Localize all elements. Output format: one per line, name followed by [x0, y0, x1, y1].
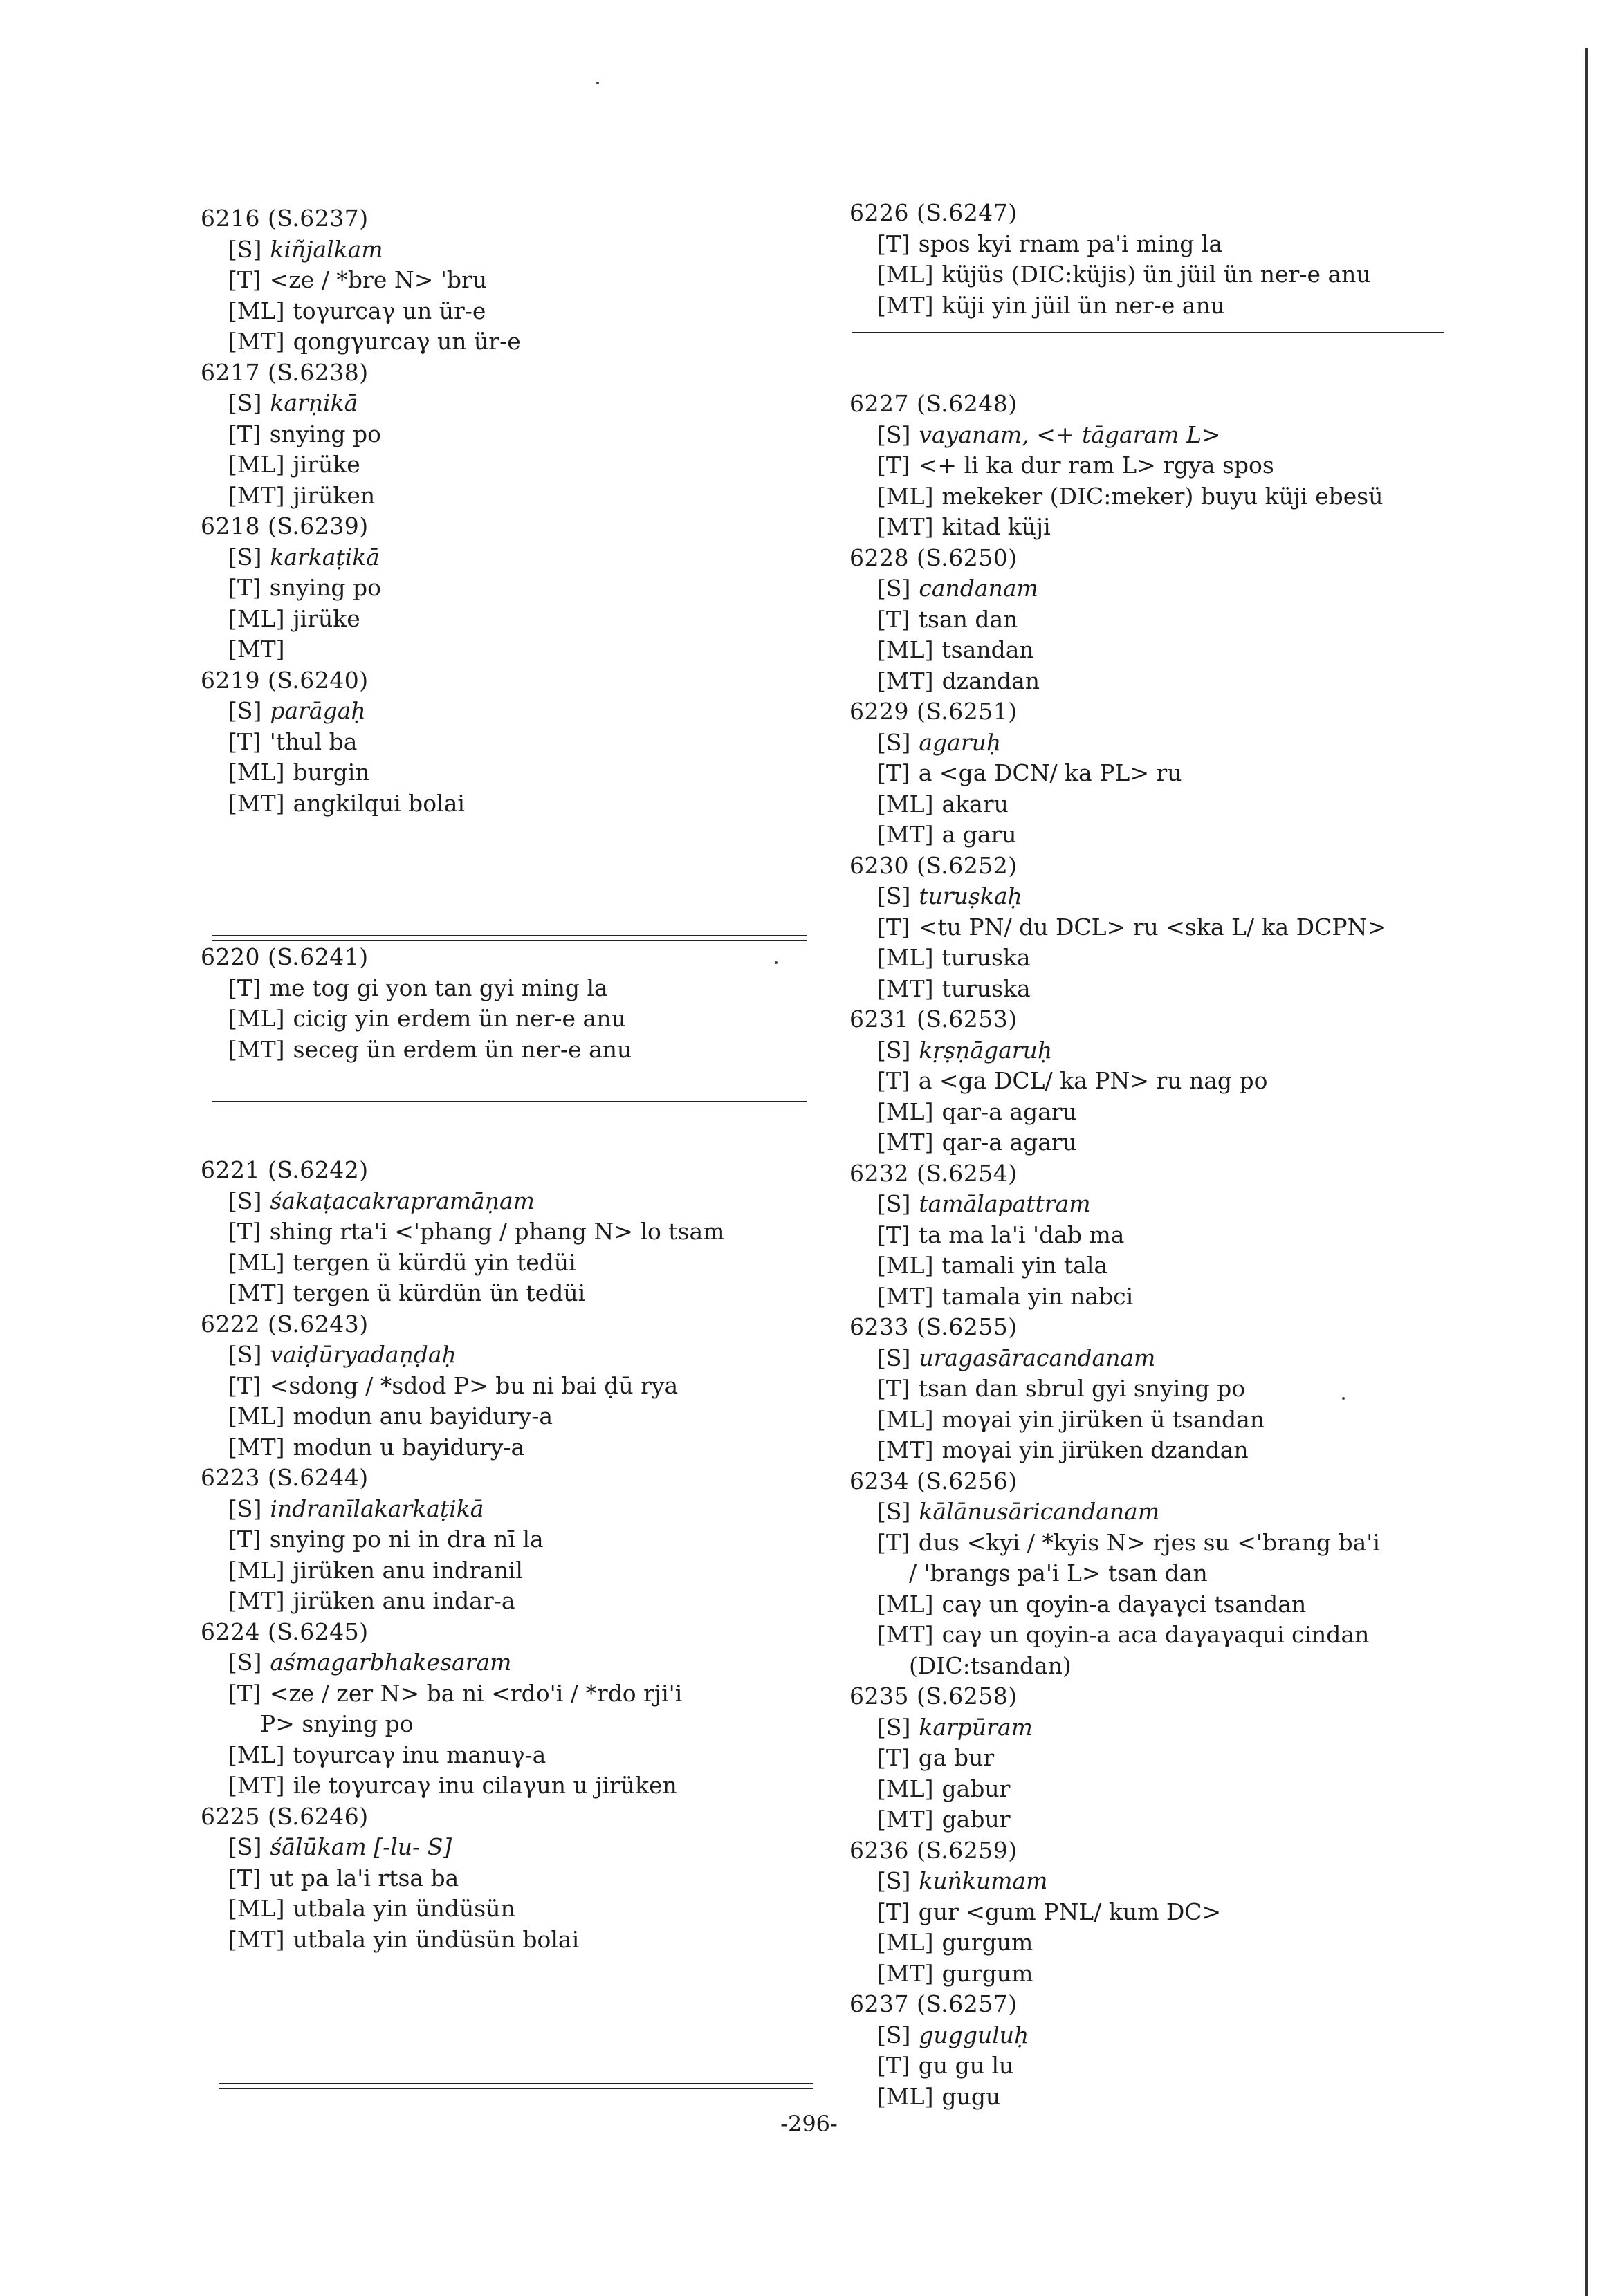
field-tag: [S]	[228, 1187, 262, 1214]
entry-line-mt	[201, 1586, 823, 1617]
field-tag: [MT]	[228, 328, 285, 355]
sanskrit-term: vaiḍūryadaṇḍaḥ	[270, 1341, 457, 1368]
entry-text: tamali yin tala	[941, 1252, 1108, 1279]
field-tag: [MT]	[877, 1621, 934, 1648]
entry-number: 6229 (S.6251)	[849, 698, 1018, 725]
field-tag: [T]	[877, 1898, 910, 1925]
field-tag: [T]	[877, 759, 910, 786]
field-tag: [MT]	[877, 513, 934, 540]
sanskrit-term: karpūram	[919, 1713, 1033, 1741]
entry-line-mt	[849, 820, 1486, 851]
entry-line-s	[849, 1343, 1486, 1374]
entry-number: 6233 (S.6255)	[849, 1313, 1018, 1340]
entry-text: 'thul ba	[269, 728, 358, 755]
field-tag: [T]	[877, 230, 910, 257]
field-tag: [ML]	[877, 1775, 934, 1802]
entry-text: tamala yin nabci	[941, 1282, 1134, 1310]
entry-text: utbala yin ündüsün	[293, 1895, 515, 1922]
entry-number: 6232 (S.6254)	[849, 1159, 1018, 1187]
entry-line-t	[849, 604, 1486, 636]
entry-line-ml	[849, 789, 1486, 820]
entry-line-s	[849, 1497, 1486, 1528]
field-tag: [T]	[228, 1371, 261, 1399]
entry-text: ut pa la'i rtsa ba	[269, 1864, 459, 1891]
entry-line-s	[849, 1712, 1486, 1743]
field-tag: [S]	[877, 1867, 911, 1894]
entry-line-s	[201, 1340, 823, 1371]
entry-line-ml	[849, 1250, 1486, 1281]
entry-line-t	[201, 573, 823, 604]
entry-line-s	[201, 1494, 823, 1525]
field-tag: [S]	[877, 1344, 911, 1371]
entry-line-mt	[201, 634, 823, 665]
field-tag: [S]	[228, 1649, 262, 1676]
field-tag: [T]	[228, 1218, 261, 1245]
sanskrit-term: gugguluḥ	[919, 2021, 1029, 2048]
entry-line-s	[849, 1189, 1486, 1220]
entry-line-t	[201, 1863, 823, 1894]
entry-text: qar-a agaru	[941, 1098, 1077, 1125]
entry-line-ml	[849, 1927, 1486, 1959]
entry-number: 6237 (S.6257)	[849, 1990, 1018, 2017]
entry-text: <sdong / *sdod P> bu ni bai ḍū rya	[269, 1371, 679, 1399]
field-tag: [MT]	[228, 636, 285, 663]
entry-line-s	[201, 234, 823, 266]
entry-line-mt	[201, 481, 823, 512]
field-tag: [S]	[877, 882, 911, 909]
section-rule	[852, 332, 1444, 333]
entry-block	[201, 203, 823, 819]
entry-line-t	[201, 419, 823, 450]
entry-line-mt	[201, 326, 823, 358]
sanskrit-term: kālānusāricandanam	[919, 1498, 1160, 1525]
entry-number: 6223 (S.6244)	[201, 1464, 369, 1491]
entry-line-t	[201, 727, 823, 758]
sanskrit-term: kiñjalkam	[270, 235, 383, 263]
field-tag: [S]	[877, 1498, 911, 1525]
entry-text: tergen ü kürdü yin tedüi	[293, 1248, 576, 1276]
double-rule	[212, 935, 807, 941]
entry-line-t	[849, 1528, 1486, 1559]
entry-line-ml	[201, 450, 823, 481]
field-tag: [MT]	[877, 1806, 934, 1833]
entry-text: gugu	[941, 2082, 1001, 2110]
field-tag: [S]	[228, 389, 262, 416]
entry-line-ml	[201, 1740, 823, 1771]
entry-line-mt	[849, 1620, 1486, 1651]
field-tag: [S]	[877, 1190, 911, 1217]
entry-line-t	[201, 1678, 823, 1710]
entry-text: burgin	[293, 759, 370, 786]
entry-text: moγai yin jirüken ü tsandan	[941, 1405, 1265, 1433]
entry-number: 6219 (S.6240)	[201, 666, 369, 694]
entry-text: toγurcaγ inu manuγ-a	[293, 1741, 546, 1768]
section-rule	[212, 1101, 807, 1102]
entry-line-t	[849, 758, 1486, 789]
entry-number: 6220 (S.6241)	[201, 943, 369, 970]
entry-text: snying po	[269, 574, 382, 601]
entry-number: 6234 (S.6256)	[849, 1467, 1018, 1494]
entry-line-t	[201, 1216, 823, 1248]
entry-text: akaru	[941, 790, 1009, 817]
entry-line-t	[849, 2050, 1486, 2082]
field-tag: [ML]	[228, 451, 285, 478]
field-tag: [ML]	[877, 261, 934, 288]
sanskrit-term: śālūkam [-lu- S]	[270, 1833, 452, 1860]
entry-line-s	[849, 420, 1486, 451]
entry-text: toγurcaγ un ür-e	[293, 297, 486, 324]
entry-line-t	[849, 1066, 1486, 1097]
entry-line-mt	[201, 1432, 823, 1463]
field-tag: [ML]	[877, 1405, 934, 1433]
entry-text: tergen ü kürdün ün tedüi	[293, 1279, 586, 1306]
sanskrit-term: kuṅkumam	[919, 1867, 1048, 1894]
sanskrit-term: kṛṣṇāgaruḥ	[919, 1036, 1053, 1064]
scan-speck	[1342, 1397, 1345, 1400]
entry-line-s	[201, 1186, 823, 1217]
entry-line-t	[849, 1373, 1486, 1405]
entry-text: modun u bayidury-a	[293, 1433, 525, 1461]
entry-line-s	[201, 542, 823, 573]
entry-text: gabur	[941, 1775, 1011, 1802]
entry-line-s	[849, 728, 1486, 759]
entry-line-s	[201, 388, 823, 419]
field-tag: [MT]	[228, 481, 285, 509]
entry-text: me tog gi yon tan gyi ming la	[269, 974, 608, 1001]
field-tag: [MT]	[877, 1436, 934, 1463]
entry-number: 6227 (S.6248)	[849, 390, 1018, 417]
entry-line-t	[201, 1371, 823, 1402]
field-tag: [MT]	[228, 1587, 285, 1614]
field-tag: [T]	[877, 2052, 910, 2079]
entry-block	[849, 389, 1486, 2112]
entry-line-ml	[201, 1555, 823, 1586]
entry-line-ml	[849, 635, 1486, 666]
entry-text: jirüke	[293, 451, 360, 478]
field-tag: [S]	[228, 1833, 262, 1860]
entry-line-mt	[201, 1770, 823, 1802]
field-tag: [ML]	[228, 759, 285, 786]
entry-text: <ze / *bre N> 'bru	[269, 266, 488, 293]
field-tag: [MT]	[877, 974, 934, 1002]
entry-line-ml	[201, 1401, 823, 1432]
entry-text: spos kyi rnam pa'i ming la	[918, 230, 1223, 257]
entry-text: küji yin jüil ün ner-e anu	[941, 291, 1226, 319]
field-tag: [MT]	[228, 789, 285, 817]
entry-text: ta ma la'i 'dab ma	[918, 1221, 1125, 1248]
field-tag: [S]	[877, 575, 911, 602]
field-tag: [S]	[877, 1713, 911, 1741]
field-tag: [MT]	[877, 1959, 934, 1987]
field-tag: [ML]	[228, 297, 285, 324]
sanskrit-term: indranīlakarkaṭikā	[270, 1494, 484, 1522]
entry-line-mt	[849, 1804, 1486, 1835]
entry-text: gabur	[941, 1806, 1011, 1833]
field-tag: [MT]	[877, 821, 934, 848]
entry-line-s	[849, 573, 1486, 604]
field-tag: [S]	[228, 1341, 262, 1368]
entry-line-mt	[849, 1435, 1486, 1466]
entry-text: jirüken anu indranil	[293, 1556, 523, 1584]
entry-line-ml	[849, 2082, 1486, 2113]
entry-line-t	[201, 1524, 823, 1555]
field-tag: [S]	[877, 2021, 911, 2048]
margin-line	[1585, 48, 1588, 2296]
entry-number: 6221 (S.6242)	[201, 1156, 369, 1183]
scan-speck	[775, 961, 778, 964]
field-tag: [T]	[228, 574, 261, 601]
entry-text: gurgum	[941, 1929, 1033, 1956]
entry-line-mt	[201, 788, 823, 820]
entry-text: caγ un qoyin-a aca daγaγaqui cindan	[941, 1621, 1370, 1648]
sanskrit-term: karṇikā	[270, 389, 358, 416]
entry-text: dzandan	[941, 667, 1040, 694]
entry-number: 6217 (S.6238)	[201, 358, 369, 386]
entry-block	[849, 198, 1486, 321]
entry-text: jirüken	[293, 481, 376, 509]
entry-line-mt	[849, 1959, 1486, 1990]
entry-text: snying po	[269, 420, 382, 447]
sanskrit-term: parāgaḥ	[270, 697, 366, 724]
entry-line-t	[849, 912, 1486, 943]
entry-line-ml	[849, 481, 1486, 512]
entry-text: seceg ün erdem ün ner-e anu	[293, 1035, 632, 1063]
field-tag: [S]	[228, 1494, 262, 1522]
entry-text: qar-a agaru	[941, 1129, 1077, 1156]
field-tag: [MT]	[877, 667, 934, 694]
entry-text: modun anu bayidury-a	[293, 1402, 553, 1429]
field-tag: [MT]	[877, 291, 934, 319]
entry-text: utbala yin ündüsün bolai	[293, 1925, 580, 1953]
field-tag: [T]	[228, 974, 261, 1001]
entry-number: 6226 (S.6247)	[849, 199, 1018, 226]
entry-number: 6224 (S.6245)	[201, 1618, 369, 1645]
field-tag: [S]	[877, 728, 911, 756]
field-tag: [T]	[877, 1221, 910, 1248]
scan-speck	[596, 82, 599, 84]
entry-line-ml	[201, 604, 823, 635]
entry-number: 6218 (S.6239)	[201, 512, 369, 539]
left-column	[201, 203, 823, 1955]
entry-text: gu gu lu	[918, 2052, 1014, 2079]
field-tag: [ML]	[877, 636, 934, 663]
entry-text: <ze / zer N> ba ni <rdo'i / *rdo rji'i	[269, 1679, 683, 1707]
entry-line-mt	[849, 512, 1486, 543]
field-tag: [S]	[228, 235, 262, 263]
entry-text: ile toγurcaγ inu cilaγun u jirüken	[293, 1772, 677, 1799]
entry-text: dus <kyi / *kyis N> rjes su <'brang ba'i	[918, 1528, 1380, 1556]
field-tag: [ML]	[228, 1248, 285, 1276]
entry-text: a garu	[941, 821, 1017, 848]
entry-text: a <ga DCN/ ka PL> ru	[918, 759, 1182, 786]
field-tag: [MT]	[228, 1279, 285, 1306]
field-tag: [S]	[877, 1036, 911, 1064]
entry-line-mt	[201, 1278, 823, 1309]
entry-line-t	[201, 973, 823, 1004]
entry-line-t	[849, 1897, 1486, 1928]
entry-number: 6230 (S.6252)	[849, 851, 1018, 879]
field-tag: [T]	[228, 728, 261, 755]
field-tag: [T]	[877, 452, 910, 479]
entry-line-ml	[201, 757, 823, 788]
field-tag: [ML]	[228, 1402, 285, 1429]
entry-line-t	[849, 229, 1486, 260]
entry-text: a <ga DCL/ ka PN> ru nag po	[918, 1067, 1268, 1094]
entry-text: tsandan	[941, 636, 1034, 663]
field-tag: [T]	[228, 420, 261, 447]
field-tag: [ML]	[877, 1252, 934, 1279]
entry-line-mt	[849, 974, 1486, 1005]
field-tag: [MT]	[877, 1282, 934, 1310]
entry-continuation: P> snying po	[260, 1710, 414, 1737]
sanskrit-term: turuṣkaḥ	[919, 882, 1022, 909]
entry-text: turuska	[941, 944, 1031, 971]
entry-line-mt	[201, 1925, 823, 1956]
entry-text: caγ un qoyin-a daγaγci tsandan	[941, 1590, 1307, 1618]
entry-text: <+ li ka dur ram L> rgya spos	[918, 452, 1274, 479]
field-tag: [ML]	[228, 1005, 285, 1032]
entry-line-ml	[201, 1894, 823, 1925]
field-tag: [T]	[228, 1864, 261, 1891]
entry-line-mt	[849, 666, 1486, 697]
sanskrit-term: agaruḥ	[919, 728, 1002, 756]
entry-line-ml	[201, 1248, 823, 1279]
page-number: -296-	[780, 2111, 838, 2137]
field-tag: [ML]	[877, 482, 934, 510]
entry-number: 6236 (S.6259)	[849, 1836, 1018, 1864]
entry-text: gur <gum PNL/ kum DC>	[918, 1898, 1222, 1925]
entry-text: tsan dan sbrul gyi snying po	[918, 1375, 1246, 1402]
field-tag: [MT]	[228, 1035, 285, 1063]
entry-text: tsan dan	[918, 605, 1018, 633]
entry-block	[201, 942, 823, 1065]
entry-line-mt	[849, 290, 1486, 322]
entry-text: kitad küji	[941, 513, 1051, 540]
entry-number: 6222 (S.6243)	[201, 1310, 369, 1337]
entry-line-s	[849, 2020, 1486, 2051]
entry-block	[201, 1155, 823, 1955]
entry-text: qongγurcaγ un ür-e	[293, 328, 521, 355]
entry-number: 6228 (S.6250)	[849, 544, 1018, 571]
entry-line-s	[849, 881, 1486, 912]
entry-number: 6231 (S.6253)	[849, 1006, 1018, 1033]
entry-text: moγai yin jirüken dzandan	[941, 1436, 1249, 1463]
field-tag: [MT]	[228, 1925, 285, 1953]
entry-line-t	[849, 1743, 1486, 1774]
sanskrit-term: śakaṭacakrapramāṇam	[270, 1187, 535, 1214]
field-tag: [T]	[877, 1528, 910, 1556]
field-tag: [T]	[877, 1375, 910, 1402]
field-tag: [S]	[877, 420, 911, 448]
sanskrit-term: tamālapattram	[919, 1190, 1091, 1217]
field-tag: [T]	[877, 1067, 910, 1094]
entry-line-mt	[201, 1035, 823, 1066]
entry-line-mt	[849, 1281, 1486, 1313]
field-tag: [ML]	[877, 944, 934, 971]
entry-line-mt	[849, 1127, 1486, 1158]
entry-line-ml	[849, 943, 1486, 974]
sanskrit-term: karkaṭikā	[270, 543, 380, 571]
entry-line-s	[201, 1832, 823, 1863]
entry-text: turuska	[941, 974, 1031, 1002]
entry-line-s	[849, 1035, 1486, 1066]
double-rule	[219, 2083, 813, 2089]
field-tag: [ML]	[877, 1590, 934, 1618]
sanskrit-term: uragasāracandanam	[919, 1344, 1156, 1371]
field-tag: [T]	[228, 1679, 261, 1707]
entry-line-ml	[849, 1097, 1486, 1128]
entry-text: jirüken anu indar-a	[293, 1587, 515, 1614]
entry-text: küjüs (DIC:küjis) ün jüil ün ner-e anu	[941, 261, 1371, 288]
field-tag: [T]	[877, 1744, 910, 1771]
field-tag: [T]	[877, 605, 910, 633]
field-tag: [S]	[228, 543, 262, 571]
entry-line-ml	[849, 1589, 1486, 1620]
field-tag: [T]	[228, 266, 261, 293]
entry-line-ml	[849, 1774, 1486, 1805]
field-tag: [MT]	[228, 1433, 285, 1461]
entry-line-s	[201, 1647, 823, 1678]
field-tag: [T]	[877, 913, 910, 941]
entry-line-ml	[849, 1405, 1486, 1436]
entry-text: cicig yin erdem ün ner-e anu	[293, 1005, 626, 1032]
entry-line-t	[849, 450, 1486, 481]
entry-line-s	[201, 696, 823, 727]
entry-text: shing rta'i <'phang / phang N> lo tsam	[269, 1218, 725, 1245]
field-tag: [MT]	[877, 1129, 934, 1156]
entry-number: 6225 (S.6246)	[201, 1802, 369, 1830]
entry-number: 6216 (S.6237)	[201, 205, 369, 232]
sanskrit-term: vayanam, <+ tāgaram L>	[919, 420, 1221, 448]
entry-text: snying po ni in dra nī la	[269, 1526, 544, 1553]
entry-line-t	[849, 1220, 1486, 1251]
entry-line-t	[201, 265, 823, 296]
entry-text: angkilqui bolai	[293, 789, 465, 817]
entry-number: 6235 (S.6258)	[849, 1683, 1018, 1710]
entry-continuation: (DIC:tsandan)	[909, 1651, 1072, 1679]
right-column	[849, 198, 1486, 2112]
field-tag: [MT]	[228, 1772, 285, 1799]
entry-text: ga bur	[918, 1744, 995, 1771]
entry-continuation: / 'brangs pa'i L> tsan dan	[909, 1559, 1208, 1586]
entry-text: <tu PN/ du DCL> ru <ska L/ ka DCPN>	[918, 913, 1387, 941]
entry-line-ml	[201, 1003, 823, 1035]
entry-line-ml	[849, 259, 1486, 290]
sanskrit-term: candanam	[919, 575, 1038, 602]
field-tag: [ML]	[228, 1895, 285, 1922]
entry-text: gurgum	[941, 1959, 1033, 1987]
entry-line-ml	[201, 296, 823, 327]
field-tag: [S]	[228, 697, 262, 724]
field-tag: [ML]	[877, 790, 934, 817]
field-tag: [ML]	[877, 1929, 934, 1956]
entry-text: mekeker (DIC:meker) buyu küji ebesü	[941, 482, 1383, 510]
field-tag: [ML]	[228, 604, 285, 632]
field-tag: [ML]	[228, 1556, 285, 1584]
sanskrit-term: aśmagarbhakesaram	[270, 1649, 512, 1676]
entry-text: jirüke	[293, 604, 360, 632]
field-tag: [ML]	[877, 1098, 934, 1125]
field-tag: [ML]	[228, 1741, 285, 1768]
field-tag: [ML]	[877, 2082, 934, 2110]
entry-line-s	[849, 1866, 1486, 1897]
field-tag: [T]	[228, 1526, 261, 1553]
